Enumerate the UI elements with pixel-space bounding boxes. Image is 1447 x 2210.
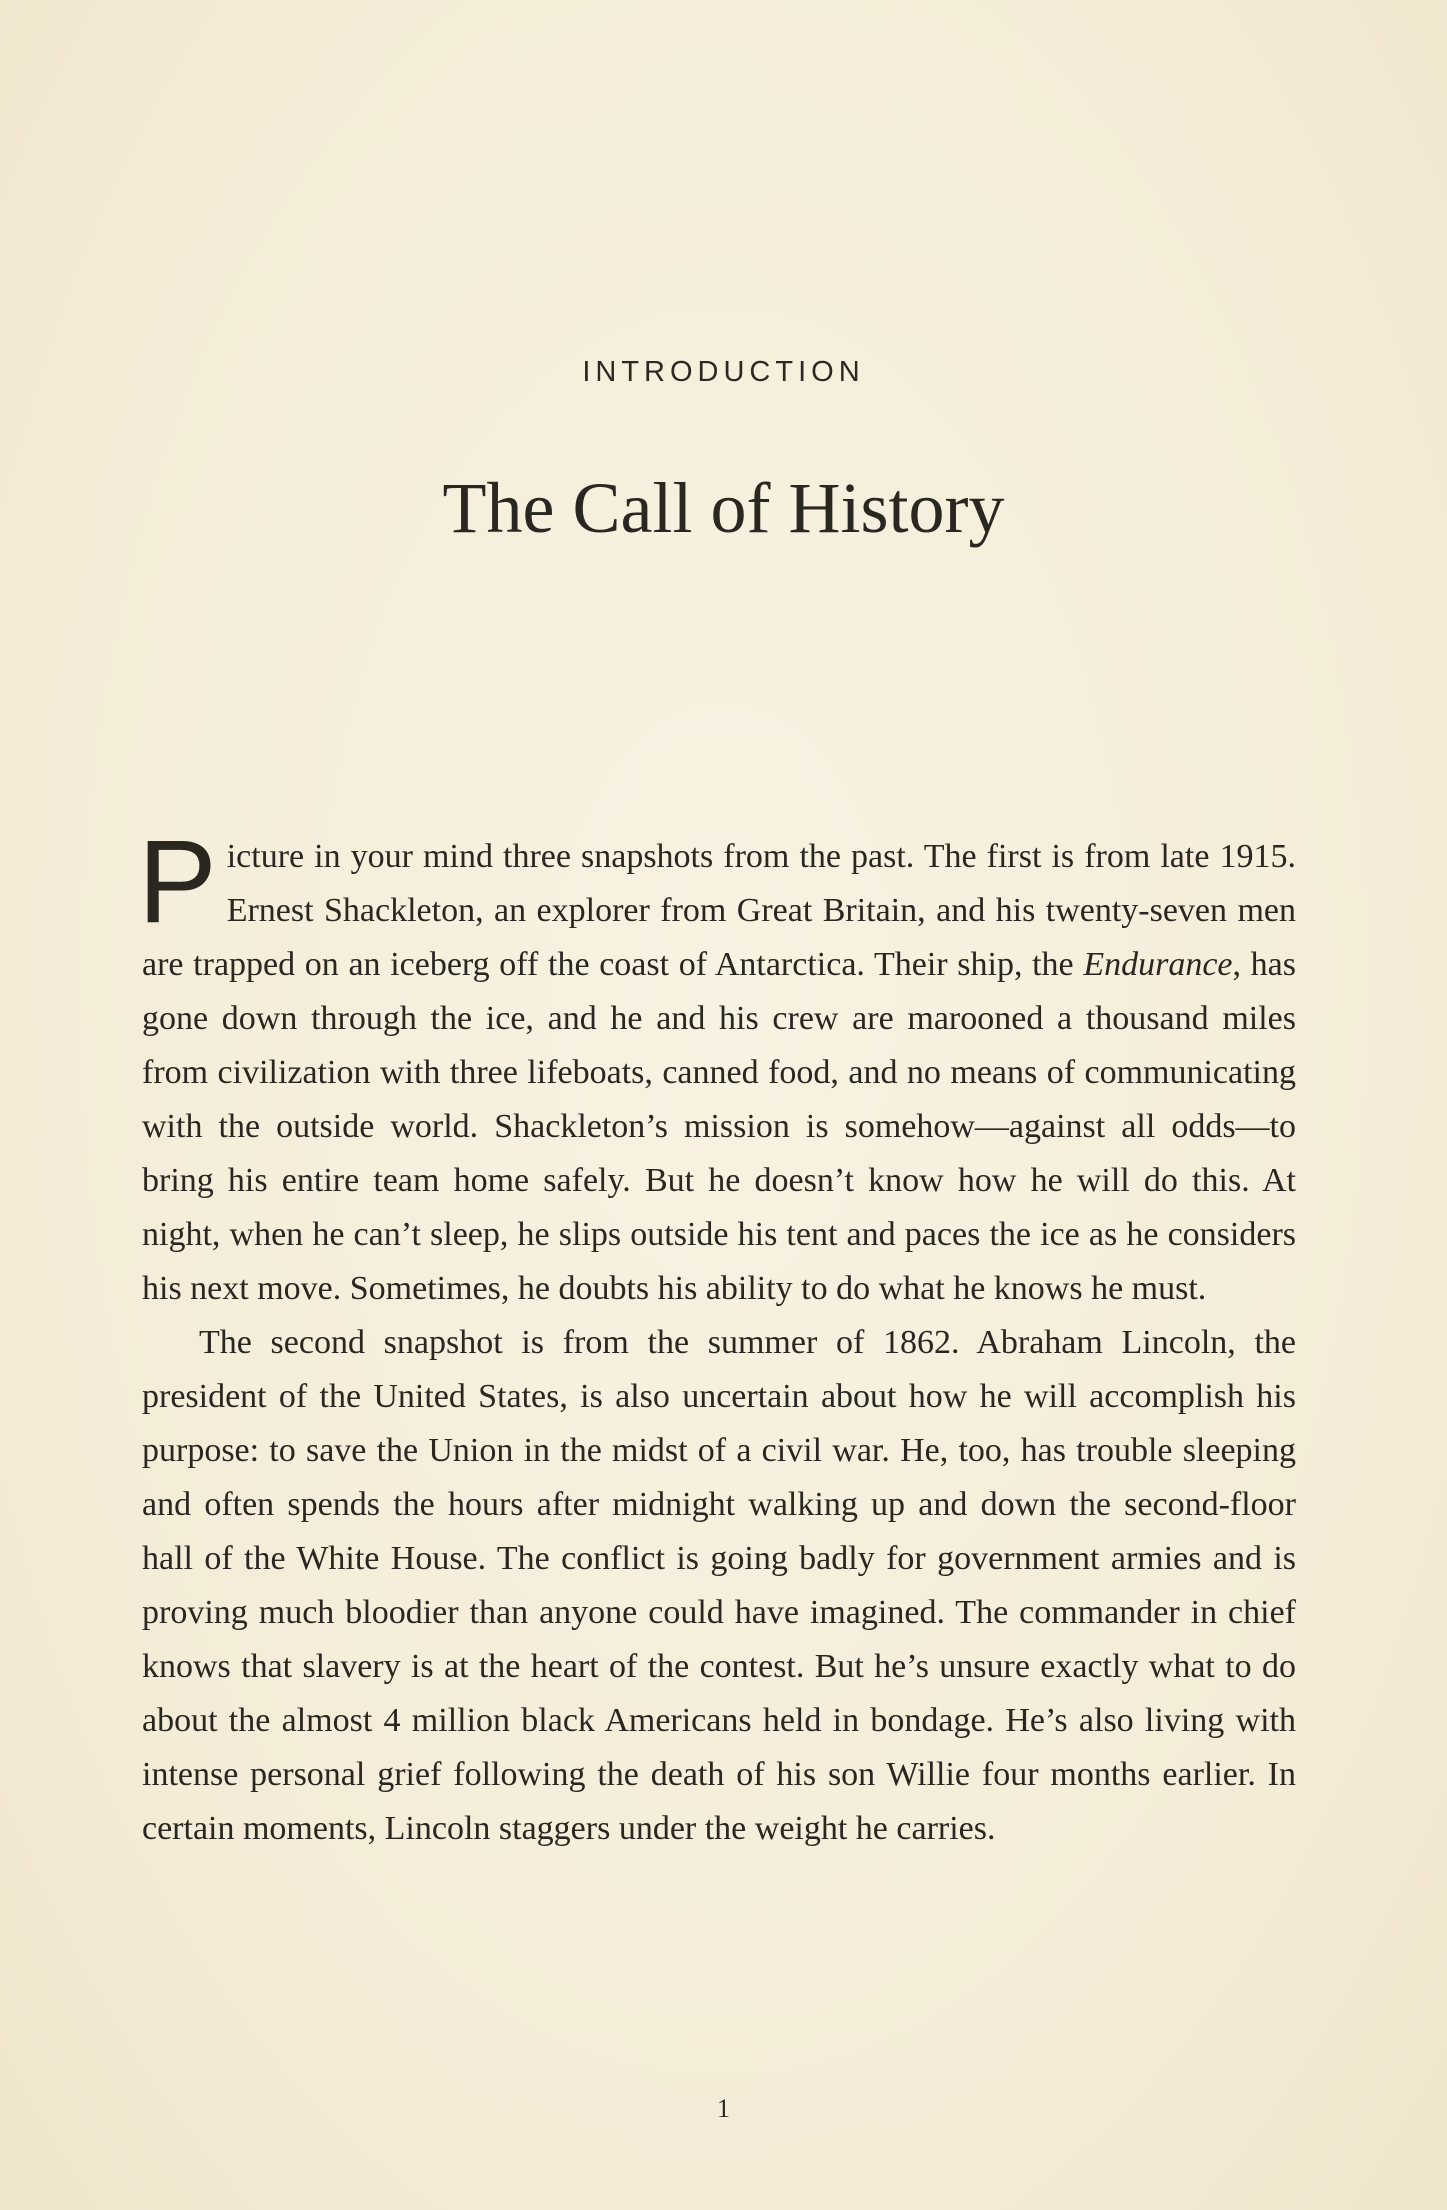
- body-text: [138, 816, 1297, 1856]
- page-number: 1: [717, 2094, 730, 2123]
- paragraph-1: [138, 816, 1297, 1316]
- chapter-title: The Call of History: [442, 468, 1005, 548]
- paragraph-2: The second snapshot is from the summer of 1862. Abraham Lincoln, the president of the United States, is also uncertain about how he will accomplish his purpose: to save the Union in the midst of a civil war. He, too, has trouble sleeping and often spends the hours after midnight walking up and down the second-floor hall of the White House. The conflict is going badly for government armies and is proving much bloodier than anyone could have imagined. The commander in chief knows that slavery is at the heart of the contest. But he’s unsure exactly what to do about the almost 4 million black Americans held in bondage. He’s also living with intense personal grief following the death of his son Willie four months earlier. In certain moments, Lincoln staggers under the weight he carries.: [142, 1324, 1296, 1847]
- show-through-texture: [140, 50, 1320, 850]
- section-kicker: INTRODUCTION: [582, 356, 865, 388]
- paragraph-1-part-a: icture in your mind three snapshots from the past. The first is from late 1915. Ernest Shackleton, an explorer from Great Britain, and his twenty-seven men are trapped on an iceberg off the coast of Antarctica. Their ship, the: [142, 838, 1296, 983]
- ship-name-italic: Endurance: [1083, 946, 1233, 983]
- paragraph-1-part-b: , has gone down through the ice, and he and his crew are marooned a thousand miles from civilization with three lifeboats, canned food, and no means of communicating with the outside world. Shackleton’s mission is somehow—against all odds—to bring his entire team home safely. But he doesn’t know how he will do this. At night, when he can’t sleep, he slips outside his tent and paces the ice as he considers his next move. Sometimes, he doubts his ability to do what he knows he must.: [142, 946, 1297, 1307]
- drop-cap: P: [138, 816, 217, 948]
